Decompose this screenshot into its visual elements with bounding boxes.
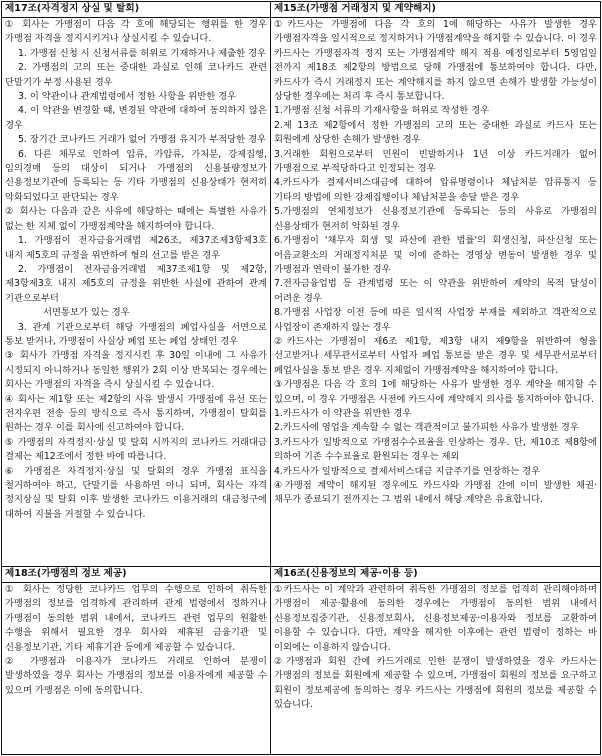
- art17-para2-item-2: 2. 가맹점이 전자금융거래법 제37조제1항 및 제2항, 제3항제3호 내지 제5호의 규정을 위반한 사실에 관하여 관계 기관으로부터: [5, 263, 267, 304]
- art15-para3-item-3: 3.카드사가 일방적으로 가맹점수수료율을 인상하는 경우. 단, 제10조 제8항에 의하여 기존 수수료율로 환원되는 경우는 제외: [274, 436, 597, 463]
- art17-item-1: 1. 가맹점 신청 시 신청서류를 허위로 기재하거나 제출한 경우: [18, 47, 267, 59]
- art15-item-7: 7.전자금융업법 등 관계법령 또는 이 약관을 위반하여 계약의 목적 달성이 어려운 경우: [274, 278, 597, 304]
- article-17-cell: [1, 1, 271, 567]
- art15-para3-item-2: 2.카드사에 영업을 계속할 수 없는 객관적이고 불가피한 사유가 발생한 경우: [274, 422, 579, 434]
- art15-para3-item-1: 1.카드사가 이 약관을 위반한 경우: [274, 407, 412, 419]
- article-16-body: [271, 583, 600, 713]
- art15-item-3: 3.거래한 회원으로부터 민원이 빈발하거나 1년 이상 카드거래가 없어 가맹점으로 부적당하다고 인정되는 경우: [274, 148, 597, 175]
- article-18-title: 제18조(가맹점의 정보 제공): [2, 567, 270, 583]
- art18-para-2: ② 가맹점과 이용자가 코나카드 거래로 인하여 분쟁이 발생하였을 경우 회사는 가맹점의 정보를 이용자에게 제공할 수 있으며 가맹점은 이에 동의합니다.: [5, 656, 267, 696]
- article-15-cell: [270, 1, 601, 567]
- art17-item-4: 4. 이 약관을 변경할 때, 변경된 약관에 대하여 동의하지 않은 경우: [5, 105, 267, 131]
- art17-para2-item-2-cont: 서면통보가 있는 경우: [43, 307, 130, 319]
- article-17-title: 제17조(자격정지 상실 및 탈회): [2, 2, 270, 18]
- art15-para-3: ③가맹점은 다음 각 호의 1에 해당하는 사유가 발생한 경우 계약을 해지할 수 있으며, 이 경우 가맹점은 사전에 카드사에 계약해지 의사를 통지하여야 합니다.: [274, 379, 597, 405]
- article-15-body: [271, 18, 600, 508]
- art15-item-4: 4.카드사가 결제서비스대금에 대하여 압류명령이나 체납처분 압류통지 등 기타의 방법에 의한 강제집행이나 체납처분을 송달 받은 경우: [274, 177, 597, 203]
- art15-para-4: ④가맹점 계약이 해지된 경우에도 카드사와 가맹점 간에 이미 발생한 채권·채무가 종료되기 전까지는 그 범위 내에서 해당 계약은 유효합니다.: [274, 480, 597, 506]
- article-16-title: 제16조(신용정보의 제공·이용 등): [271, 567, 600, 583]
- article-18-body: [2, 583, 270, 698]
- art15-item-1: 1.가맹점 신청 서류의 기재사항을 허위로 작성한 경우: [274, 105, 490, 117]
- art17-para-3: ③ 회사가 가맹점 자격을 정지시킨 후 30일 이내에 그 사유가 시정되지 아니하거나 동일한 행위가 2회 이상 반복되는 경우에는 회사는 가맹점의 자격을 즉시 상실시킬 수 있습니다.: [5, 350, 267, 391]
- art15-para3-item-4: 4.카드사가 일방적으로 결제서비스대금 지급주기를 연장하는 경우: [274, 465, 541, 477]
- art15-item-6: 6.가맹점이 '채무자 회생 및 파산에 관한 법률'의 회생신청, 파산신청 또는 어음교환소의 거래정지처분 및 이에 준하는 경영상 변동이 발생한 경우 및 가맹점과 연락이 불가한 경우: [274, 235, 597, 275]
- art17-para-1: ① 회사는 가맹점이 다음 각 호에 해당되는 행위를 한 경우 가맹점 자격을 정지시키거나 상실시킬 수 있습니다.: [5, 19, 267, 45]
- article-18-cell: [1, 566, 271, 755]
- art17-item-5: 5. 장기간 코나카드 거래가 없어 가맹점 유지가 부적당한 경우: [18, 134, 267, 146]
- art17-para-2: ② 회사는 다음과 같은 사유에 해당하는 때에는 특별한 사유가 없는 한 지체 없이 가맹점계약을 해지하여야 합니다.: [5, 206, 267, 232]
- article-16-cell: [270, 566, 601, 755]
- art15-item-2: 2.제 13조 제2항에서 정한 가맹점의 고의 또는 중대한 과실로 카드사 또는 회원에게 상당한 손해가 발생한 경우: [274, 119, 597, 146]
- art15-item-8: 8.가맹점 사업장 이전 등에 따른 일시적 사업장 부재를 제외하고 객관적으로 사업장이 존재하지 않는 경우: [274, 307, 597, 333]
- art15-para-2: ②카드사는 가맹점이 제6조 제1항, 제3항 내지 제9항을 위반하여 형을 선고받거나 세무관서로부터 사업자 폐업 통보를 받은 경우 및 세무관서로부터 폐업사실을 통보 받은 경우 지체없이 가맹점계약을 해지하여야 합니다.: [274, 335, 597, 376]
- art17-item-6: 6. 다른 채무로 인하여 압류, 가압류, 가처분, 강제집행, 임의경매 등의 대상이 되거나 가맹점의 신용불량정보가 신용정보기관에 등록되는 등 기타 가맹점의 신용상태가 현저히 악화되었다고 판단되는 경우: [5, 148, 267, 203]
- art17-para-5: ⑤ 가맹점의 자격정지·상실 및 탈회 시까지의 코나카드 거래대금 결제는 제12조에서 정한 바에 따릅니다.: [5, 436, 267, 463]
- art15-item-5: 5.가맹점의 연체정보가 신용정보기관에 등록되는 등의 사유로 가맹점의 신용상태가 현저히 악화된 경우: [274, 206, 597, 232]
- article-15-title: 제15조(가맹점 거래정지 및 계약해지): [271, 2, 600, 18]
- art17-item-3: 3. 이 약관이나 관계법령에서 정한 사항을 위반한 경우: [18, 91, 237, 103]
- art16-para-1: ①카드사는 이 계약과 관련하여 취득한 가맹점의 정보를 엄격히 관리해야하며 가맹점이 제공·활용에 동의한 경우에는 가맹점이 동의한 범위 내에서 신용정보집중기관, 신용정보회사, 신용정보제공·이용자와 정보를 교환하여 이용할 수 있습니다. 다만, 계약을 해지한 이후에는 관련 법령이 정하는 바 이외에는 이용하지 않습니다.: [274, 584, 597, 653]
- art16-para-2: ②가맹점과 회원 간에 카드거래로 인한 분쟁이 발생하였을 경우 카드사는 가맹점의 정보를 회원에게 제공할 수 있으며, 가맹점이 회원의 정보를 요구하고 회원이 정보제공에 동의하는 경우 카드사는 가맹점에 회원의 정보를 제공할 수 있습니다.: [274, 656, 597, 711]
- art17-para-4: ④ 회사는 제1항 또는 제2항의 사유 발생시 가맹점에 유선 또는 전자우편 전송 등의 방식으로 즉시 통지하며, 가맹점이 탈회를 원하는 경우 이를 회사에 신고하여야 합니다.: [5, 393, 267, 434]
- art17-para-6: ⑥ 가맹점은 자격정지·상실 및 탈회의 경우 가맹점 표식을 철거하여야 하고, 단말기를 사용하면 아니 되며, 회사는 자격 정지상실 및 탈회 이후 발생한 코나카드 이용거래의 대금청구에 대하여 지불을 거절할 수 있습니다.: [5, 465, 267, 520]
- art15-para-1: ①카드사는 가맹점에 다음 각 호의 1에 해당하는 사유가 발생한 경우 가맹점자격을 일시적으로 정지하거나 가맹점계약을 해지할 수 있습니다. 이 경우 카드사는 가맹점자격 정지 또는 가맹점계약 해지 적용 예정일로부터 5영업일 전까지 제18조 제2항의 방법으로 당해 가맹점에 통보하여야 합니다. 다만, 카드사가 즉시 거래정지 또는 계약해지를 하지 않으면 손해가 발생할 가능성이 상당한 경우에는 처리 후 즉시 통보합니다.: [274, 19, 597, 103]
- art17-item-2: 2. 가맹점의 고의 또는 중대한 과실로 인해 코나카드 관련 단말기가 부정 사용된 경우: [5, 62, 267, 88]
- art17-para2-item-1: 1. 가맹점이 전자금융거래법 제26조, 제37조제3항제3호 내지 제5호의 규정을 위반하여 형의 선고를 받은 경우: [5, 235, 267, 261]
- art18-para-1: ① 회사는 정당한 코나카드 업무의 수행으로 인하여 취득한 가맹점의 정보를 엄격하게 관리하며 관계 법령에서 정하거나 가맹점이 동의한 범위 내에서, 코나카드 관련 업무의 원활한 수행을 위해서 필요한 경우 회사와 제휴된 금융기관 및 신용정보기관, 기타 제휴기관 등에게 제공할 수 있습니다.: [5, 584, 267, 653]
- art17-para2-item-3: 3. 관계 기관으로부터 해당 가맹점의 폐업사실을 서면으로 통보 받거나, 가맹점이 사실상 폐업 또는 폐업 상태인 경우: [5, 321, 267, 347]
- article-17-body: [2, 18, 270, 522]
